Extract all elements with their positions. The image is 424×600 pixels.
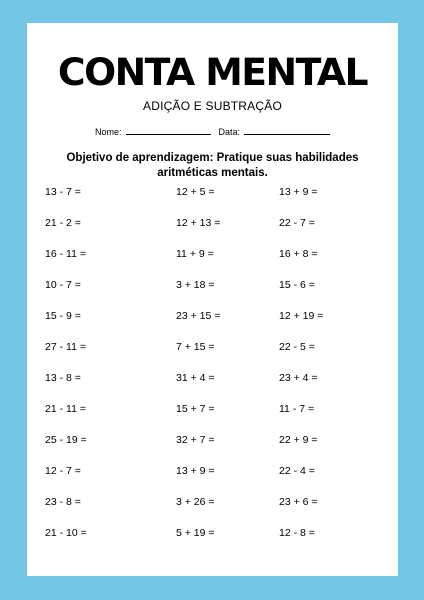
problem: 12 + 5 =: [176, 186, 215, 198]
problem: 7 + 15 =: [176, 341, 215, 353]
problem: 27 - 11 =: [45, 341, 86, 353]
problem: 23 + 15 =: [176, 310, 221, 322]
problem: 23 - 8 =: [45, 496, 81, 508]
problem-row: [27, 371, 398, 402]
problem: 22 - 7 =: [279, 217, 315, 229]
problem-grid: [27, 185, 398, 557]
problem: 22 - 4 =: [279, 465, 315, 477]
problem: 21 - 2 =: [45, 217, 81, 229]
problem: 13 + 9 =: [279, 186, 318, 198]
problem: 15 - 9 =: [45, 310, 81, 322]
problem-row: [27, 278, 398, 309]
problem-row: [27, 433, 398, 464]
problem: 31 + 4 =: [176, 372, 215, 384]
problem: 5 + 19 =: [176, 527, 215, 539]
problem: 23 + 6 =: [279, 496, 318, 508]
problem: 21 - 10 =: [45, 527, 87, 539]
problem-row: [27, 495, 398, 526]
problem: 11 - 7 =: [279, 403, 315, 415]
problem-row: [27, 309, 398, 340]
problem: 3 + 18 =: [176, 279, 215, 291]
problem: 32 + 7 =: [176, 434, 215, 446]
name-blank-line[interactable]: [126, 125, 211, 135]
problem: 13 + 9 =: [176, 465, 215, 477]
worksheet-subtitle: ADIÇÃO E SUBTRAÇÃO: [143, 99, 282, 113]
problem: 12 - 8 =: [279, 527, 315, 539]
name-label: Nome:: [94, 127, 122, 137]
date-blank-line[interactable]: [244, 125, 330, 135]
problem: 16 - 11 =: [45, 248, 86, 260]
problem: 15 - 6 =: [279, 279, 315, 291]
problem-row: [27, 402, 398, 433]
problem: 21 - 11 =: [45, 403, 86, 415]
name-date-row: [27, 125, 398, 137]
problem-row: [27, 526, 398, 557]
problem-row: [27, 185, 398, 216]
problem-row: [27, 464, 398, 495]
problem: 3 + 26 =: [176, 496, 215, 508]
problem-row: [27, 340, 398, 371]
problem: 11 + 9 =: [176, 248, 214, 260]
learning-objective: Objetivo de aprendizagem: Pratique suas habilidades aritméticas mentais.: [66, 152, 359, 179]
problem: 22 - 5 =: [279, 341, 315, 353]
problem: 13 - 8 =: [45, 372, 81, 384]
problem-row: [27, 216, 398, 247]
problem: 15 + 7 =: [176, 403, 215, 415]
problem: 23 + 4 =: [279, 372, 318, 384]
problem-row: [27, 247, 398, 278]
problem: 16 + 8 =: [279, 248, 318, 260]
worksheet-title: CONTA MENTAL: [57, 51, 368, 94]
date-label: Data:: [218, 127, 241, 137]
problem: 25 - 19 =: [45, 434, 87, 446]
problem: 10 - 7 =: [45, 279, 81, 291]
worksheet: [27, 23, 398, 576]
problem: 12 - 7 =: [45, 465, 81, 477]
problem: 12 + 19 =: [279, 310, 324, 322]
problem: 13 - 7 =: [45, 186, 81, 198]
problem: 12 + 13 =: [176, 217, 221, 229]
problem: 22 + 9 =: [279, 434, 318, 446]
